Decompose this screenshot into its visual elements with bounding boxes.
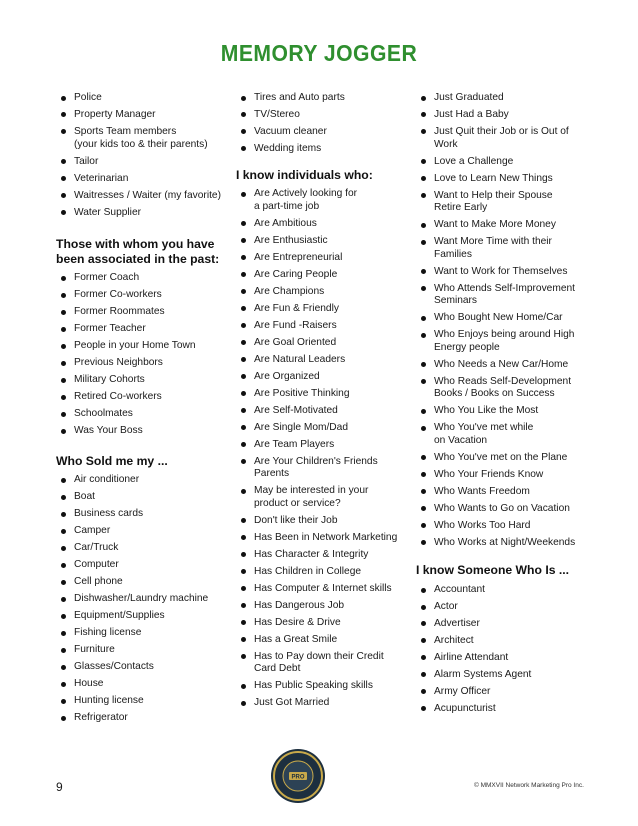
list-item: Just Had a Baby: [416, 109, 598, 122]
list-item: Are Fun & Friendly: [236, 303, 408, 316]
list-item: Are Actively looking for a part-time job: [236, 188, 408, 213]
list-item: Sports Team members (your kids too & their parents): [56, 126, 228, 151]
list-item: Are Single Mom/Dad: [236, 422, 408, 435]
list-item: Just Graduated: [416, 92, 598, 105]
list-item: Was Your Boss: [56, 425, 228, 438]
page-number: 9: [56, 780, 63, 794]
list-item: Alarm Systems Agent: [416, 669, 598, 682]
list-item: Just Got Married: [236, 697, 408, 710]
list-item: People in your Home Town: [56, 340, 228, 353]
list-item: Who Attends Self-Improvement Seminars: [416, 283, 598, 308]
list-item: Has Children in College: [236, 566, 408, 579]
list-item: Has Public Speaking skills: [236, 680, 408, 693]
list-item: Refrigerator: [56, 712, 228, 725]
list-item: Who Wants Freedom: [416, 486, 598, 499]
list-item: Dishwasher/Laundry machine: [56, 593, 228, 606]
list-item: Fishing license: [56, 627, 228, 640]
svg-text:PRO: PRO: [291, 774, 305, 781]
list-col1-a: [56, 92, 228, 219]
list-item: Has a Great Smile: [236, 634, 408, 647]
list-item: Airline Attendant: [416, 652, 598, 665]
list-col3-a: [416, 92, 598, 549]
list-item: Who Works Too Hard: [416, 520, 598, 533]
list-col1-c: [56, 474, 228, 724]
list-item: Boat: [56, 491, 228, 504]
list-item: Vacuum cleaner: [236, 126, 408, 139]
list-item: Waitresses / Waiter (my favorite): [56, 190, 228, 203]
heading-individuals: I know individuals who:: [236, 167, 373, 182]
list-item: Are Champions: [236, 286, 408, 299]
list-item: Former Teacher: [56, 323, 228, 336]
list-item: Business cards: [56, 508, 228, 521]
list-item: Furniture: [56, 644, 228, 657]
list-item: Want More Time with their Families: [416, 236, 598, 261]
list-item: Want to Help their Spouse Retire Early: [416, 190, 598, 215]
list-item: Property Manager: [56, 109, 228, 122]
list-item: Are Caring People: [236, 269, 408, 282]
list-item: Who Needs a New Car/Home: [416, 359, 598, 372]
list-item: Previous Neighbors: [56, 357, 228, 370]
column-2: [236, 92, 408, 714]
list-item: Tailor: [56, 156, 228, 169]
list-item: Equipment/Supplies: [56, 610, 228, 623]
list-item: Wedding items: [236, 143, 408, 156]
list-item: Are Organized: [236, 371, 408, 384]
column-1: [56, 92, 228, 729]
list-item: Who You Like the Most: [416, 405, 598, 418]
list-item: Has Desire & Drive: [236, 617, 408, 630]
list-item: Retired Co-workers: [56, 391, 228, 404]
list-item: Just Quit their Job or is Out of Work: [416, 126, 598, 151]
list-item: Air conditioner: [56, 474, 228, 487]
list-item: Don't like their Job: [236, 515, 408, 528]
list-item: TV/Stereo: [236, 109, 408, 122]
list-item: Love to Learn New Things: [416, 173, 598, 186]
list-item: Who Your Friends Know: [416, 469, 598, 482]
list-item: Want to Make More Money: [416, 219, 598, 232]
copyright-text: © MMXVII Network Marketing Pro Inc.: [474, 782, 584, 789]
list-item: Former Co-workers: [56, 289, 228, 302]
list-item: Are Your Children's Friends Parents: [236, 456, 408, 481]
list-item: Hunting license: [56, 695, 228, 708]
list-item: Are Positive Thinking: [236, 388, 408, 401]
list-item: Camper: [56, 525, 228, 538]
list-item: Glasses/Contacts: [56, 661, 228, 674]
list-col1-b: [56, 272, 228, 437]
list-item: Water Supplier: [56, 207, 228, 220]
heading-someone-who-is: I know Someone Who Is ...: [416, 563, 570, 578]
list-item: Who You've met while on Vacation: [416, 422, 598, 447]
list-item: Are Natural Leaders: [236, 354, 408, 367]
list-item: Who Enjoys being around High Energy people: [416, 329, 598, 354]
list-item: Veterinarian: [56, 173, 228, 186]
list-item: Are Self-Motivated: [236, 405, 408, 418]
list-item: Love a Challenge: [416, 156, 598, 169]
list-item: Army Officer: [416, 686, 598, 699]
list-item: Are Goal Oriented: [236, 337, 408, 350]
list-item: Architect: [416, 635, 598, 648]
list-item: Who Bought New Home/Car: [416, 312, 598, 325]
list-item: Are Team Players: [236, 439, 408, 452]
list-item: House: [56, 678, 228, 691]
list-item: Has Computer & Internet skills: [236, 583, 408, 596]
list-item: Military Cohorts: [56, 374, 228, 387]
list-item: Accountant: [416, 584, 598, 597]
list-col3-b: [416, 584, 598, 715]
list-col2-b: [236, 188, 408, 710]
list-item: Former Roommates: [56, 306, 228, 319]
list-item: Actor: [416, 601, 598, 614]
list-item: May be interested in your product or service?: [236, 485, 408, 510]
page-title: MEMORY JOGGER: [220, 40, 418, 66]
list-item: Cell phone: [56, 576, 228, 589]
list-item: Computer: [56, 559, 228, 572]
list-item: Tires and Auto parts: [236, 92, 408, 105]
list-col2-a: [236, 92, 408, 156]
list-item: Has Dangerous Job: [236, 600, 408, 613]
list-item: Acupuncturist: [416, 703, 598, 716]
list-item: Who Reads Self-Development Books / Books on Success: [416, 376, 598, 401]
list-item: Advertiser: [416, 618, 598, 631]
list-item: Has to Pay down their Credit Card Debt: [236, 651, 408, 676]
list-item: Who You've met on the Plane: [416, 452, 598, 465]
list-item: Are Ambitious: [236, 218, 408, 231]
list-item: Who Wants to Go on Vacation: [416, 503, 598, 516]
list-item: Has Been in Network Marketing: [236, 532, 408, 545]
network-marketing-pro-seal-logo: [270, 748, 326, 804]
list-item: Who Works at Night/Weekends: [416, 537, 598, 550]
list-item: Former Coach: [56, 272, 228, 285]
list-item: Car/Truck: [56, 542, 228, 555]
column-3: [416, 92, 598, 720]
list-item: Schoolmates: [56, 408, 228, 421]
list-item: Are Fund -Raisers: [236, 320, 408, 333]
list-item: Police: [56, 92, 228, 105]
heading-past-associates: Those with whom you have been associated in the past:: [56, 237, 220, 266]
heading-who-sold: Who Sold me my ...: [56, 453, 168, 468]
list-item: Are Entrepreneurial: [236, 252, 408, 265]
list-item: Want to Work for Themselves: [416, 266, 598, 279]
list-item: Has Character & Integrity: [236, 549, 408, 562]
list-item: Are Enthusiastic: [236, 235, 408, 248]
